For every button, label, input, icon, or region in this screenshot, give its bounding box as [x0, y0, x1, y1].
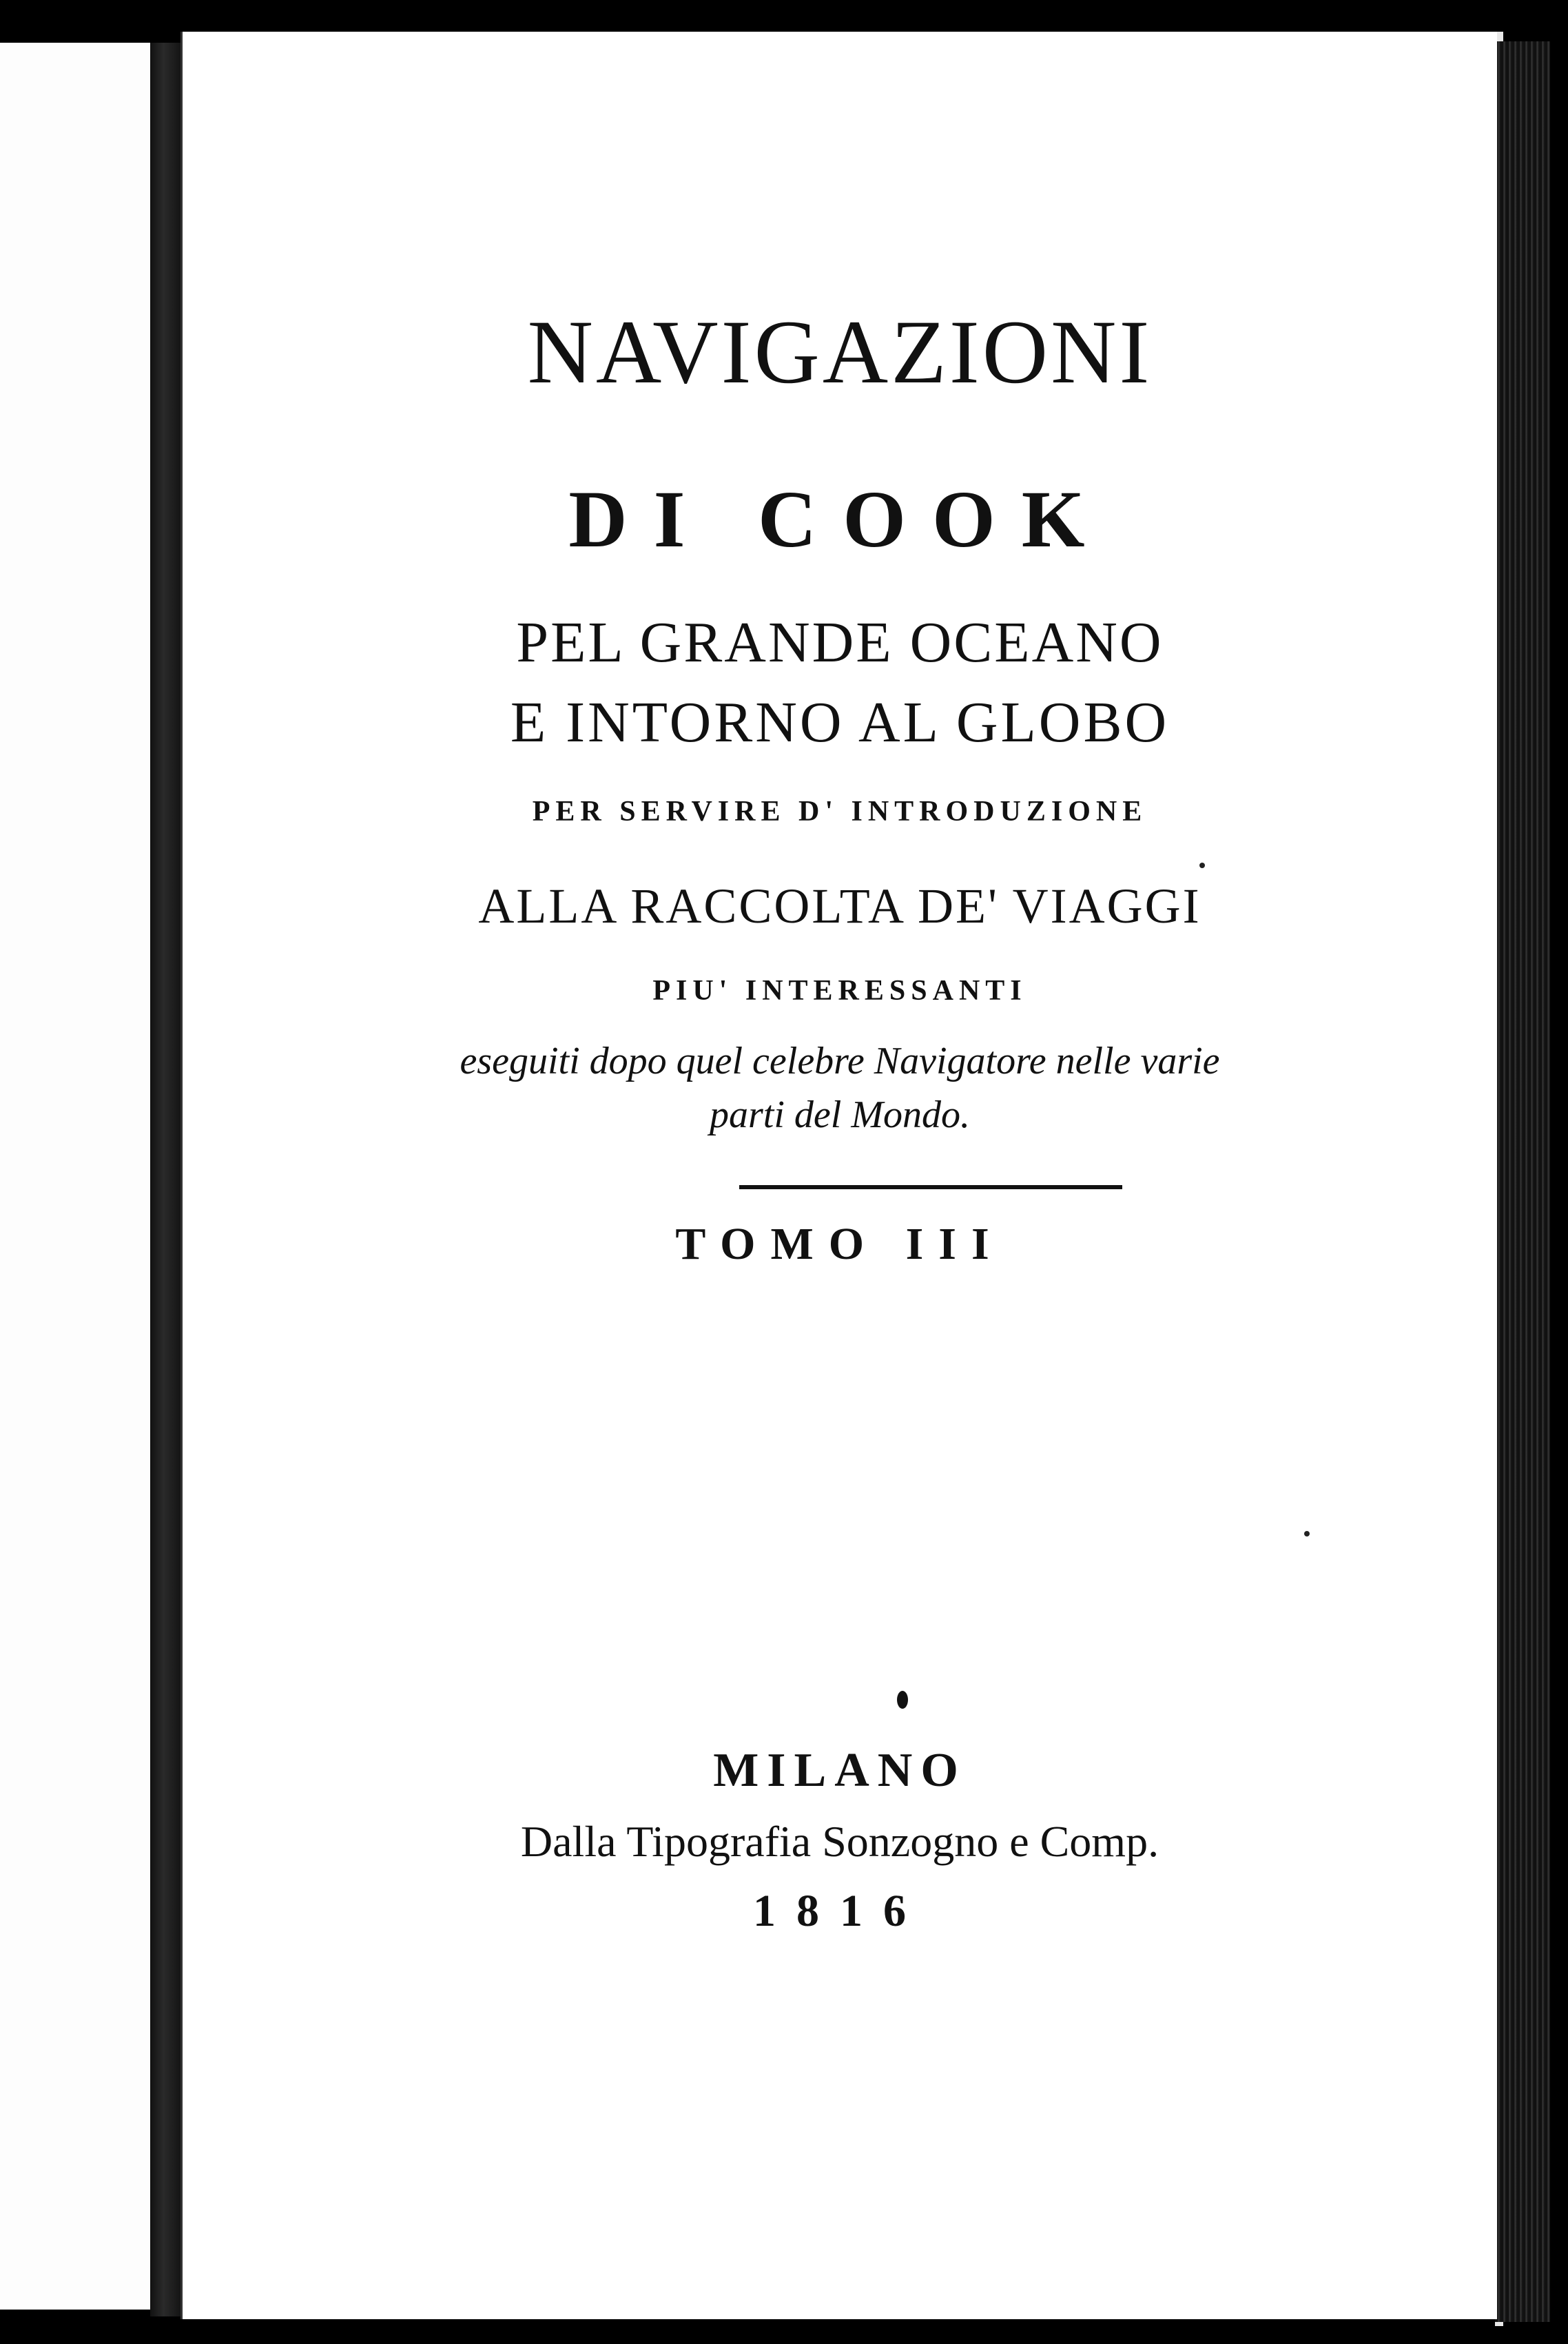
- title-line-5: PER SERVIRE D' INTRODUZIONE: [532, 796, 1148, 827]
- title-line-7: PIU' INTERESSANTI: [652, 975, 1027, 1007]
- volume-label: TOMO III: [675, 1219, 1004, 1269]
- book-gutter: [150, 43, 183, 2316]
- facing-page-edge: [0, 43, 153, 2310]
- print-speck: [1304, 1531, 1310, 1536]
- imprint-publisher: Dalla Tipografia Sonzogno e Comp.: [520, 1817, 1159, 1866]
- title-line-4: E INTORNO AL GLOBO: [510, 690, 1170, 754]
- book-subtitle: DI COOK: [568, 474, 1111, 564]
- title-page: [180, 32, 1497, 2319]
- book-title: NAVIGAZIONI: [527, 301, 1153, 402]
- imprint-city: MILANO: [713, 1744, 967, 1797]
- imprint-year: 1816: [753, 1886, 927, 1936]
- print-speck: [1199, 863, 1205, 868]
- title-line-8: eseguiti dopo quel celebre Navigatore nelle varie: [460, 1040, 1220, 1082]
- ornament-dot: [897, 1691, 908, 1709]
- title-line-9: parti del Mondo.: [710, 1093, 970, 1136]
- title-line-3: PEL GRANDE OCEANO: [516, 610, 1164, 675]
- page-stack-edge: [1495, 41, 1550, 2322]
- divider-rule: [739, 1185, 1122, 1189]
- title-line-6: ALLA RACCOLTA DE' VIAGGI: [478, 878, 1201, 934]
